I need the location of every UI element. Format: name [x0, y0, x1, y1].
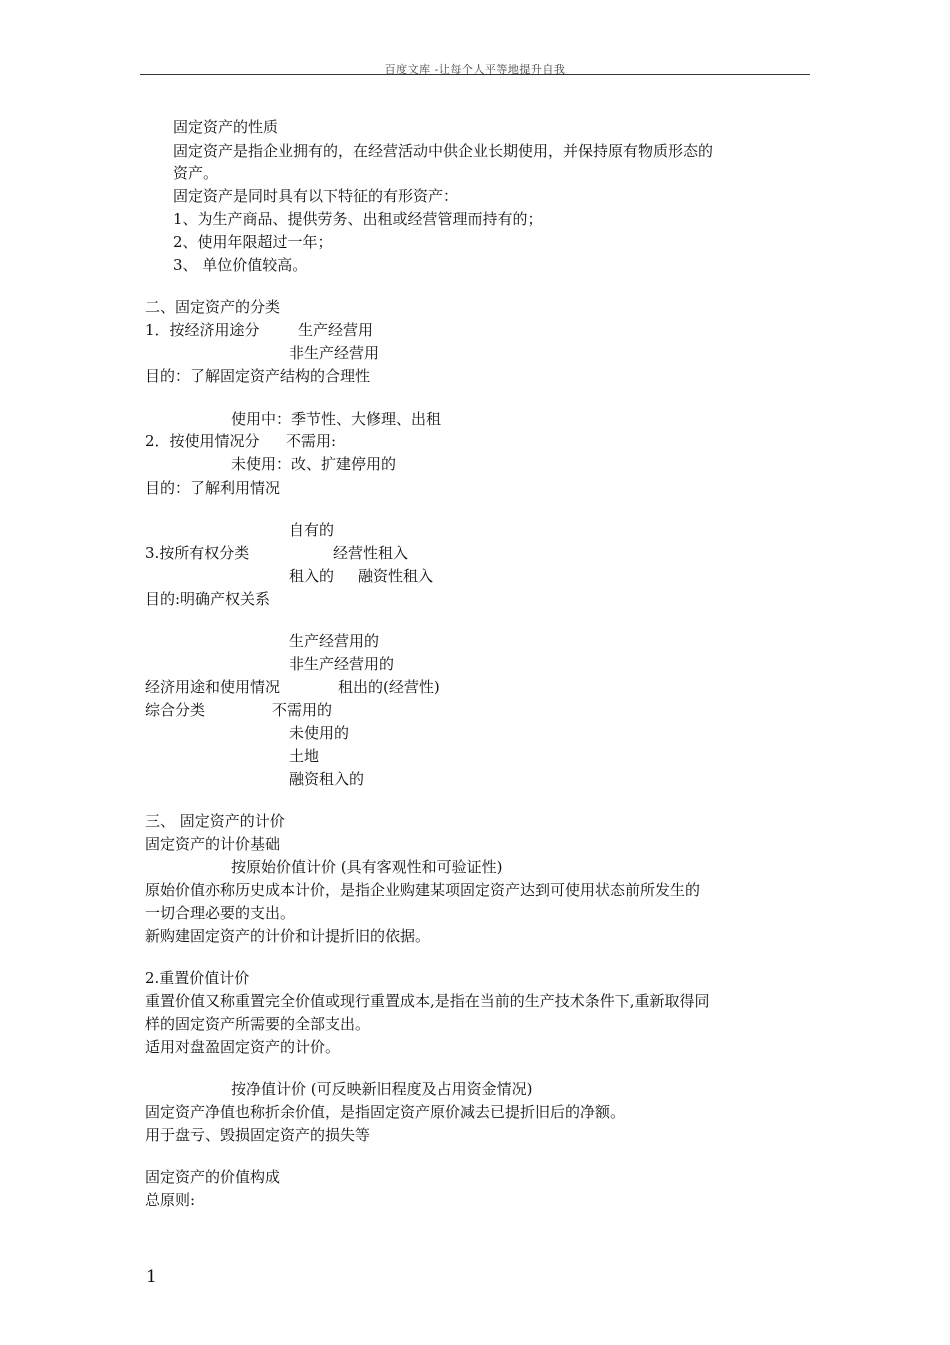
header-text: 百度文库 -让每个人平等地提升自我	[384, 63, 566, 76]
net-value-use: 用于盘亏、毁损固定资产的损失等	[145, 1126, 371, 1144]
page-header	[140, 60, 810, 75]
class3-operating-lease: 经营性租入	[333, 544, 409, 562]
class4-option-5: 未使用的	[289, 724, 350, 742]
class3-finance-lease: 融资性租入	[358, 567, 434, 585]
class3-label: 3.按所有权分类	[145, 544, 250, 562]
original-value-heading: 按原始价值计价 (具有客观性和可验证性)	[231, 858, 503, 876]
class4-option-6: 土地	[289, 747, 320, 765]
class1-option-1: 生产经营用	[298, 321, 374, 339]
class4-label-1: 经济用途和使用情况	[145, 678, 281, 696]
section-classification-title: 二、固定资产的分类	[145, 298, 281, 316]
class2-unused: 未使用：改、扩建停用的	[231, 455, 397, 473]
class1-purpose: 目的：了解固定资产结构的合理性	[145, 367, 371, 385]
class4-option-3: 租出的(经营性)	[338, 678, 440, 696]
replacement-value-use: 适用对盘盈固定资产的计价。	[145, 1038, 341, 1056]
valuation-basis: 固定资产的计价基础	[145, 835, 281, 853]
net-value-heading: 按净值计价 (可反映新旧程度及占用资金情况)	[231, 1080, 533, 1098]
class4-label-2: 综合分类	[145, 701, 206, 719]
class2-not-needed: 不需用:	[286, 432, 337, 450]
original-value-line-2: 一切合理必要的支出。	[145, 904, 296, 922]
page-number: 1	[146, 1267, 157, 1287]
replacement-value-title: 2.重置价值计价	[145, 969, 250, 987]
replacement-value-line-1: 重置价值又称重置完全价值或现行重置成本,是指在当前的生产技术条件下,重新取得同	[145, 992, 710, 1010]
original-value-use: 新购建固定资产的计价和计提折旧的依据。	[145, 927, 431, 945]
class1-label: 1．按经济用途分	[145, 321, 260, 339]
replacement-value-line-2: 样的固定资产所需要的全部支出。	[145, 1015, 371, 1033]
feature-item-2: 2、使用年限超过一年；	[173, 233, 333, 251]
value-composition-title: 固定资产的价值构成	[145, 1168, 281, 1186]
definition-line-2: 资产。	[173, 164, 219, 182]
class2-label: 2．按使用情况分	[145, 432, 260, 450]
section-nature-title: 固定资产的性质	[173, 118, 279, 136]
section-valuation-title: 三、 固定资产的计价	[145, 812, 285, 830]
class4-option-4: 不需用的	[272, 701, 333, 719]
feature-item-1: 1、为生产商品、提供劳务、出租或经营管理而持有的；	[173, 210, 543, 228]
class3-owned: 自有的	[289, 521, 335, 539]
class4-option-2: 非生产经营用的	[289, 655, 395, 673]
general-principle: 总原则:	[145, 1191, 196, 1209]
net-value-definition: 固定资产净值也称折余价值，是指固定资产原价减去已提折旧后的净额。	[145, 1103, 626, 1121]
class2-purpose: 目的：了解利用情况	[145, 479, 281, 497]
features-intro: 固定资产是同时具有以下特征的有形资产：	[173, 187, 459, 205]
class4-option-1: 生产经营用的	[289, 632, 380, 650]
feature-item-3: 3、 单位价值较高。	[173, 256, 308, 274]
class3-purpose: 目的:明确产权关系	[145, 590, 271, 608]
definition-line-1: 固定资产是指企业拥有的，在经营活动中供企业长期使用，并保持原有物质形态的	[173, 142, 714, 160]
class1-option-2: 非生产经营用	[289, 344, 380, 362]
original-value-line-1: 原始价值亦称历史成本计价，是指企业购建某项固定资产达到可使用状态前所发生的	[145, 881, 701, 899]
class2-in-use: 使用中：季节性、大修理、出租	[231, 410, 442, 428]
class4-option-7: 融资租入的	[289, 770, 365, 788]
class3-leased: 租入的	[289, 567, 335, 585]
